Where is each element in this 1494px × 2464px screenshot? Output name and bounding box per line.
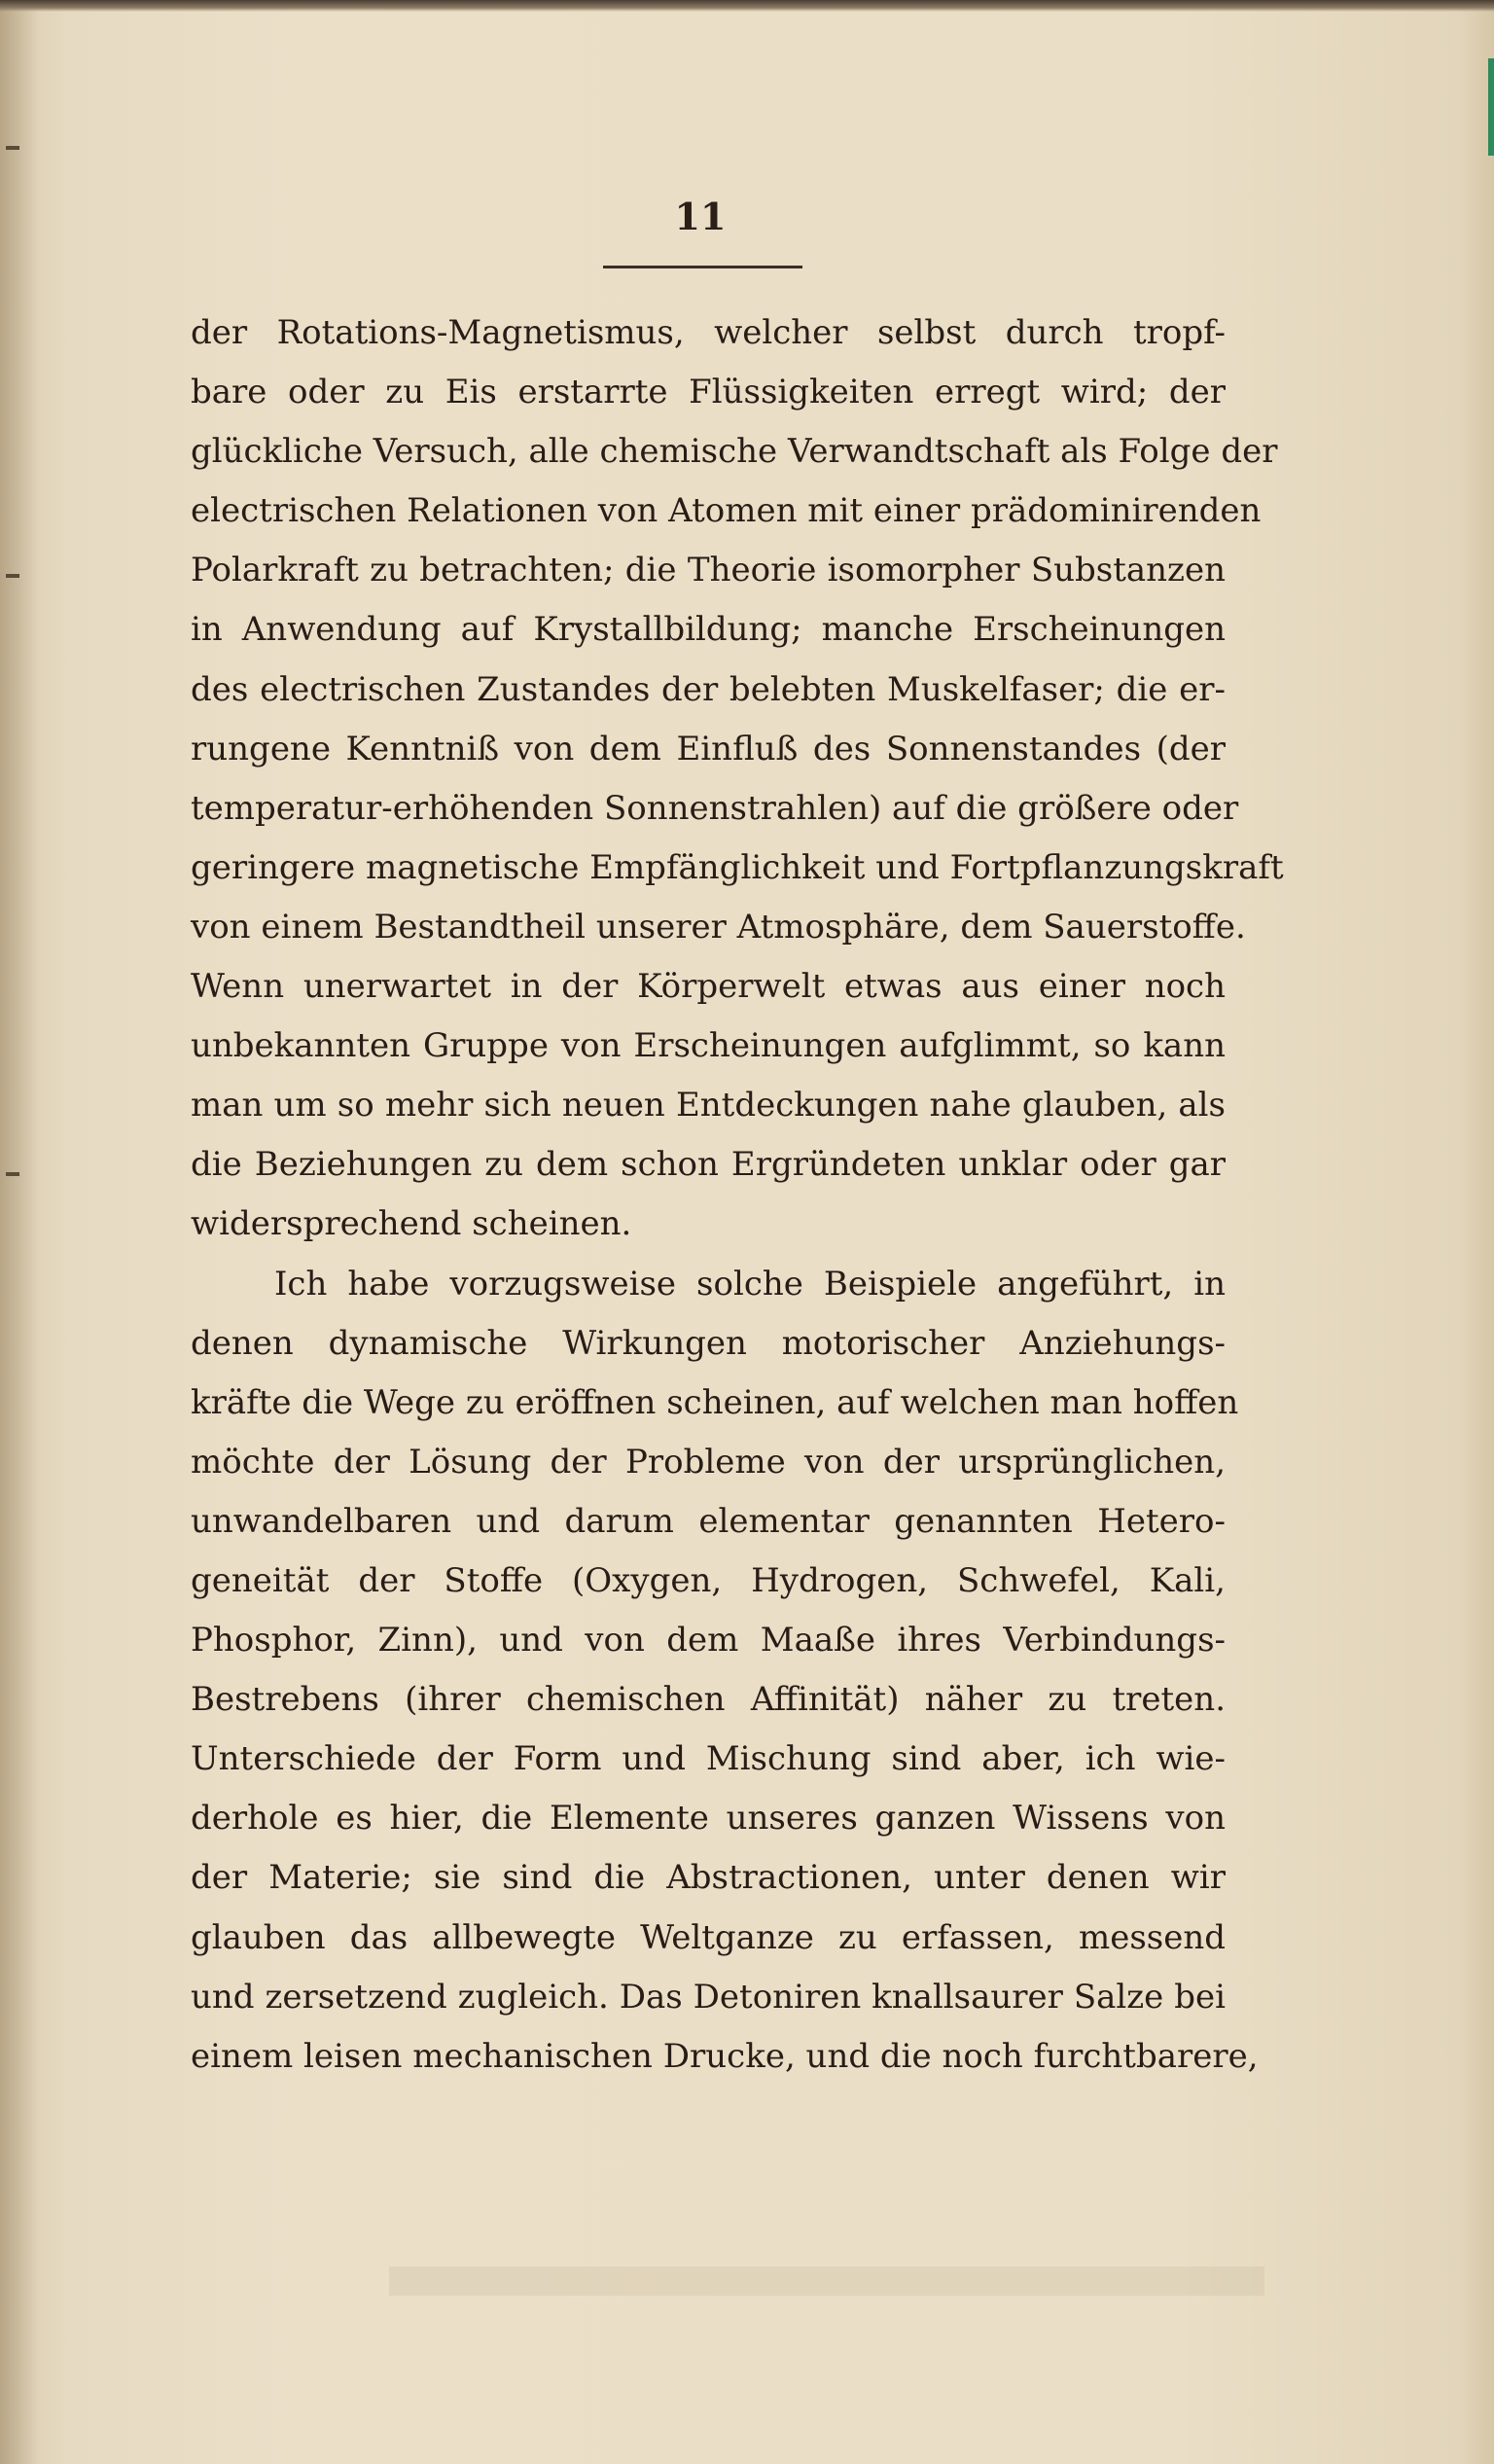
text-line: unwandelbaren und darum elementar genannten Hetero- — [191, 1501, 1226, 1541]
text-line: Bestrebens (ihrer chemischen Affinität) näher zu treten. — [191, 1680, 1226, 1720]
text-line: in Anwendung auf Krystallbildung; manche Erscheinungen — [191, 610, 1226, 650]
text-line: glauben das allbewegte Weltganze zu erfassen, messend — [191, 1917, 1226, 1957]
text-line: denen dynamische Wirkungen motorischer Anziehungs- — [191, 1323, 1226, 1363]
body-text — [191, 304, 1284, 2087]
text-line: man um so mehr sich neuen Entdeckungen nahe glauben, als — [191, 1086, 1226, 1125]
text-line: Polarkraft zu betrachten; die Theorie isomorpher Substanzen — [191, 551, 1226, 590]
text-line: geringere magnetische Empfänglichkeit und Fortpflanzungskraft — [191, 847, 1284, 887]
text-line: bare oder zu Eis erstarrte Flüssigkeiten erregt wird; der — [191, 373, 1226, 412]
page-marker-tab — [1488, 58, 1494, 156]
binding-shadow — [0, 0, 39, 2464]
text-line: temperatur-erhöhenden Sonnenstrahlen) auf die größere oder — [191, 788, 1239, 828]
text-line: von einem Bestandtheil unserer Atmosphäre, dem Sauerstoffe. — [191, 907, 1246, 946]
margin-mark — [6, 146, 19, 150]
margin-mark — [6, 1172, 19, 1176]
text-line: unbekannten Gruppe von Erscheinungen aufglimmt, so kann — [191, 1026, 1226, 1066]
text-line: einem leisen mechanischen Drucke, und die noch furchtbarere, — [191, 2036, 1259, 2076]
text-line: glückliche Versuch, alle chemische Verwandtschaft als Folge der — [191, 432, 1278, 472]
text-line: des electrischen Zustandes der belebten Muskelfaser; die er- — [191, 669, 1226, 709]
margin-mark — [6, 574, 19, 578]
page-top-edge — [0, 0, 1494, 12]
text-line: der Materie; sie sind die Abstractionen, unter denen wir — [191, 1858, 1226, 1898]
text-line: derhole es hier, die Elemente unseres ganzen Wissens von — [191, 1799, 1226, 1839]
text-line: electrischen Relationen von Atomen mit einer prädominirenden — [191, 491, 1262, 531]
text-line: Ich habe vorzugsweise solche Beispiele angeführt, in — [274, 1264, 1226, 1303]
text-line: widersprechend scheinen. — [191, 1204, 632, 1244]
page-number: 11 — [674, 195, 727, 238]
text-line: die Beziehungen zu dem schon Ergründeten unklar oder gar — [191, 1145, 1226, 1185]
header-rule — [603, 266, 802, 268]
text-line: Phosphor, Zinn), und von dem Maaße ihres Verbindungs- — [191, 1621, 1226, 1661]
bleed-through — [389, 2267, 1264, 2296]
text-line: rungene Kenntniß von dem Einfluß des Sonnenstandes (der — [191, 729, 1226, 768]
text-line: und zersetzend zugleich. Das Detoniren knallsaurer Salze bei — [191, 1977, 1226, 2017]
text-line: möchte der Lösung der Probleme von der ursprünglichen, — [191, 1442, 1226, 1482]
text-line: Unterschiede der Form und Mischung sind aber, ich wie- — [191, 1739, 1226, 1779]
text-line: der Rotations-Magnetismus, welcher selbst durch tropf- — [191, 313, 1226, 352]
text-line: geneität der Stoffe (Oxygen, Hydrogen, Schwefel, Kali, — [191, 1560, 1226, 1600]
text-line: Wenn unerwartet in der Körperwelt etwas aus einer noch — [191, 967, 1226, 1007]
text-line: kräfte die Wege zu eröffnen scheinen, auf welchen man hoffen — [191, 1382, 1239, 1422]
